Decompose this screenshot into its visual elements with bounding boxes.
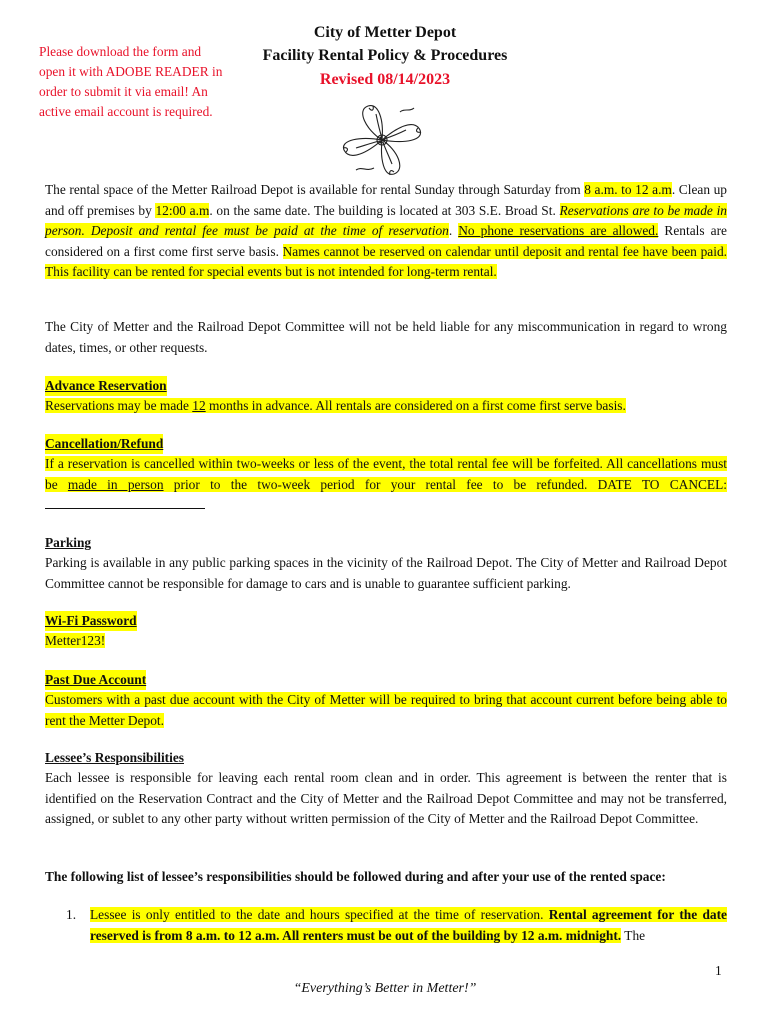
page-title: City of Metter Depot	[313, 24, 457, 41]
liability-paragraph: The City of Metter and the Railroad Depot Committee will not be held liable for any miscommunication in regard to wrong dates, times, or other requests.	[45, 319, 727, 355]
advance-months: 12	[192, 398, 206, 413]
list-intro: The following list of lessee’s responsibilities should be followed during and after your use of the rented space:	[45, 869, 666, 884]
advance-text: months in advance. All rentals are considered on a first come first serve basis.	[205, 398, 626, 413]
notice-text: open it with	[39, 64, 106, 79]
notice-text: in	[208, 64, 223, 79]
advance-reservation-text	[45, 396, 727, 417]
no-phone-notice: No phone reservations are allowed.	[458, 223, 659, 238]
dogwood-flower-logo	[336, 100, 428, 180]
list-item-text	[90, 905, 727, 946]
footer-slogan: “Everything’s Better in Metter!”	[293, 981, 477, 996]
advance-reservation-heading: Advance Reservation	[45, 376, 167, 396]
list-item	[66, 905, 727, 946]
calendar-notice: Names cannot be reserved on calendar until deposit and rental fee have been paid. This facility can be rented for special events but is not intended for long-term rental.	[45, 243, 727, 279]
cancellation-text	[45, 454, 727, 516]
notice-line-4: active email account is required.	[39, 104, 213, 119]
cancellation-heading: Cancellation/Refund	[45, 434, 163, 454]
revised-date: Revised 08/14/2023	[319, 71, 451, 88]
past-due-text	[45, 690, 727, 731]
cancellation-text-part: prior to the two-week period for your rental fee to be refunded.	[163, 476, 598, 492]
download-notice	[39, 42, 249, 122]
intro-text: . Clean up and off premises by	[45, 182, 728, 218]
date-to-cancel-label: DATE TO CANCEL:	[597, 476, 727, 492]
intro-paragraph	[45, 180, 727, 283]
date-to-cancel-field[interactable]	[45, 496, 205, 509]
list-item-part: The	[621, 927, 646, 943]
page-number: 1	[715, 963, 722, 978]
cancellation-text-part: If a reservation is cancelled within two-weeks or less of the event, the total rental fee will be forfeited. All cancellations must be	[45, 456, 727, 492]
lessee-heading: Lessee’s Responsibilities	[45, 750, 184, 765]
notice-line-1: Please download the form and	[39, 44, 202, 59]
lessee-text: Each lessee is responsible for leaving each rental room clean and in order. This agreement is between the renter that is identified on the Reservation Contract and the City of Metter and the Railroad Depot Committee and may not be transferred, assigned, or sublet to any other party without written permission of the City of Metter and the Railroad Depot Committee.	[45, 770, 727, 826]
made-in-person-text: made in person	[67, 476, 164, 492]
past-due-text-value: Customers with a past due account with the City of Metter will be required to bring that account current before being able to rent the Metter Depot.	[45, 692, 727, 728]
rental-hours-notice: Rental agreement for the date reserved is from 8 a.m. to 12 a.m. All renters must be out of the building by 12 a.m. midnight.	[90, 907, 727, 943]
parking-heading: Parking	[45, 535, 92, 550]
notice-line-2	[39, 62, 249, 82]
wifi-heading: Wi-Fi Password	[45, 611, 137, 631]
list-number: 1.	[66, 907, 77, 922]
rental-hours: 8 a.m. to 12 a.m	[584, 182, 672, 197]
wifi-password	[45, 631, 727, 652]
intro-text: The rental space of the Metter Railroad Depot is available for rental Sunday through Saturday from	[45, 182, 585, 197]
advance-text: Reservations may be made	[45, 398, 193, 413]
in-person-notice: Reservations are to be made in person.	[45, 202, 727, 238]
intro-text: . on the same date. The building is located at 303 S.E. Broad St.	[209, 202, 560, 218]
notice-line-3: order to submit it via email! An	[39, 84, 208, 99]
adobe-reader-text: ADOBE READER	[105, 64, 209, 79]
intro-text: .	[448, 223, 459, 238]
payment-notice: Deposit and rental fee must be paid at the time of reservation	[84, 223, 449, 238]
wifi-password-value: Metter123!	[45, 633, 106, 648]
list-item-part: Lessee is only entitled to the date and hours specified at the time of reservation.	[90, 907, 544, 922]
page-subtitle: Facility Rental Policy & Procedures	[262, 47, 508, 64]
past-due-heading: Past Due Account	[45, 670, 146, 690]
cleanup-time: 12:00 a.m	[155, 202, 210, 218]
parking-text: Parking is available in any public parking spaces in the vicinity of the Railroad Depot. The City of Metter and Railroad Depot Committee cannot be responsible for damage to cars and is unable to guarantee sufficient parking.	[45, 555, 727, 591]
intro-text: Rentals are considered on a first come first serve basis.	[45, 223, 727, 259]
